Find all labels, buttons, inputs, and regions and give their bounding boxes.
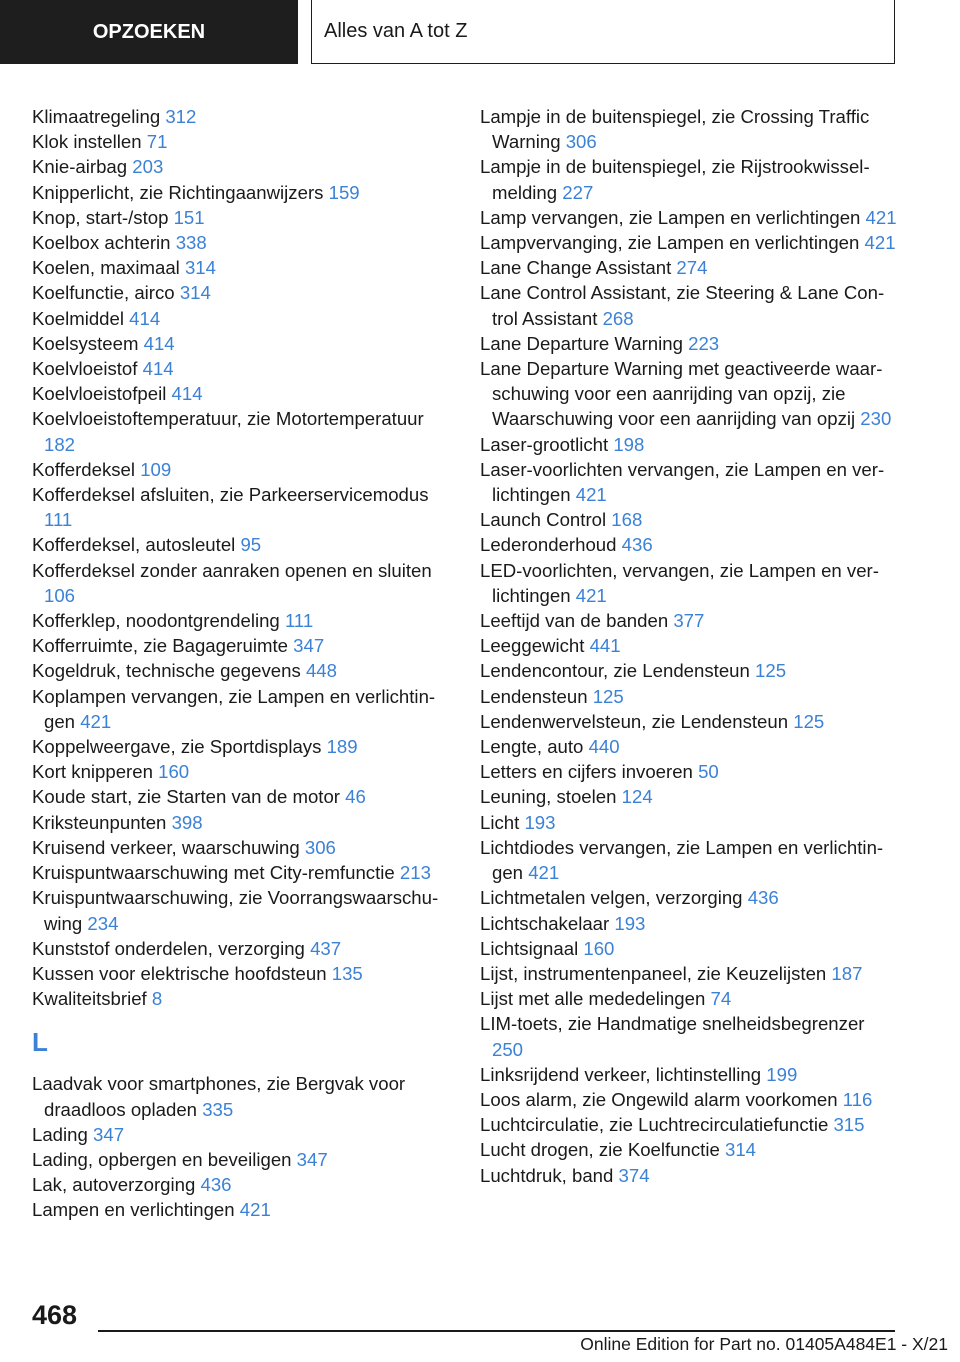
index-entry — [480, 961, 900, 986]
entry-term: Lading — [32, 1123, 88, 1145]
entry-term: Koppelweergave, zie Sportdisplays — [32, 736, 322, 758]
index-entry — [32, 129, 452, 154]
index-column-left — [32, 104, 452, 1223]
entry-term: Kort knipperen — [32, 761, 153, 783]
entry-term: Lederonderhoud — [480, 534, 617, 556]
entry-term: Knipperlicht, zie Richtingaanwijzers — [32, 181, 324, 203]
footer-divider — [98, 1330, 895, 1332]
page-link[interactable]: 199 — [766, 1063, 798, 1085]
entry-term: Letters en cijfers invoeren — [480, 761, 693, 783]
page-link[interactable]: 377 — [673, 610, 705, 632]
page-link[interactable]: 421 — [528, 862, 560, 884]
edition-note: Online Edition for Part no. 01405A484E1 - X/21 — [580, 1334, 948, 1354]
index-entry — [480, 936, 900, 961]
index-entry — [480, 1112, 900, 1137]
page-link[interactable]: 421 — [80, 710, 112, 732]
page-link[interactable]: 274 — [676, 257, 708, 279]
page-number: 468 — [32, 1300, 78, 1330]
page-link[interactable]: 347 — [293, 635, 325, 657]
page-link[interactable]: 193 — [524, 811, 556, 833]
entry-term: Kofferdeksel — [32, 458, 136, 480]
index-entry — [480, 331, 900, 356]
index-entry — [480, 1062, 900, 1087]
page-link[interactable]: 50 — [698, 761, 719, 783]
chapter-tab — [311, 0, 895, 64]
page-link[interactable]: 124 — [621, 786, 653, 808]
page-link[interactable]: 160 — [158, 761, 190, 783]
index-entry — [480, 1011, 900, 1061]
entry-term: LED-voorlichten, vervangen, zie Lampen en verlichtingen — [480, 559, 879, 606]
index-entry — [32, 558, 452, 608]
index-entry — [480, 457, 900, 507]
entry-term: Kofferdeksel afsluiten, zie Parkeerservicemodus — [32, 484, 429, 506]
page-link[interactable]: 125 — [592, 685, 624, 707]
index-entry — [32, 280, 452, 305]
index-entry — [32, 532, 452, 557]
entry-term: Launch Control — [480, 509, 607, 531]
index-entry — [32, 835, 452, 860]
page-link[interactable]: 347 — [93, 1123, 125, 1145]
chapter-title: Alles van A tot Z — [324, 20, 468, 42]
entry-term: Leeggewicht — [480, 635, 585, 657]
index-entry — [480, 734, 900, 759]
page-link[interactable]: 421 — [865, 206, 897, 228]
page-link[interactable]: 421 — [239, 1199, 271, 1221]
entry-term: Lichtmetalen velgen, verzorging — [480, 887, 743, 909]
entry-term: Kussen voor elektrische hoofdsteun — [32, 962, 327, 984]
entry-term: Lichtdiodes vervangen, zie Lampen en verlichtingen — [480, 836, 884, 884]
index-list-l-continued — [480, 104, 900, 1188]
entry-term: Lampje in de buitenspiegel, zie Crossing Traffic Warning — [480, 106, 870, 153]
entry-term: Luchtdruk, band — [480, 1164, 614, 1186]
entry-term: Koelen, maximaal — [32, 257, 180, 279]
index-entry — [32, 810, 452, 835]
entry-term: Lane Change Assistant — [480, 257, 672, 279]
entry-term: Lane Departure Warning — [480, 332, 683, 354]
entry-term: Kunststof onderdelen, verzorging — [32, 937, 305, 959]
index-entry — [32, 1147, 452, 1172]
section-tab — [0, 0, 298, 64]
entry-term: Koelsysteem — [32, 332, 139, 354]
entry-term: Lichtsignaal — [480, 937, 579, 959]
entry-term: Lendenwervelsteun, zie Lendensteun — [480, 710, 789, 732]
index-entry — [480, 205, 900, 230]
page-link[interactable]: 436 — [747, 887, 779, 909]
index-list-l — [32, 1071, 452, 1222]
entry-term: Koplampen vervangen, zie Lampen en verlichtingen — [32, 685, 436, 732]
index-entry — [32, 306, 452, 331]
entry-term: Kogeldruk, technische gegevens — [32, 660, 301, 682]
page-link[interactable]: 71 — [146, 131, 168, 153]
page-link[interactable]: 151 — [173, 206, 205, 228]
page-link[interactable]: 421 — [864, 232, 896, 254]
index-entry — [32, 482, 452, 532]
entry-term: Lendencontour, zie Lendensteun — [480, 660, 750, 682]
index-entry — [32, 230, 452, 255]
index-entry — [480, 356, 900, 432]
index-entry — [32, 684, 452, 734]
page-link[interactable]: 193 — [614, 912, 646, 934]
page-link[interactable]: 436 — [200, 1174, 232, 1196]
page-link[interactable]: 160 — [583, 937, 615, 959]
index-entry — [32, 331, 452, 356]
page-link[interactable]: 314 — [724, 1139, 757, 1161]
entry-term: Laser-voorlichten vervangen, zie Lampen en verlichtingen — [480, 458, 885, 506]
entry-term: Lichtschakelaar — [480, 912, 610, 934]
index-entry — [32, 255, 452, 280]
page-link[interactable]: 436 — [621, 534, 653, 556]
entry-term: Knie-airbag — [32, 156, 128, 178]
page-link[interactable]: 312 — [165, 106, 197, 127]
page-link[interactable]: 414 — [143, 332, 175, 354]
index-entry — [480, 759, 900, 784]
entry-term: Linksrijdend verkeer, lichtinstelling — [480, 1063, 762, 1085]
page-link[interactable]: 306 — [565, 131, 597, 153]
entry-term: Lucht drogen, zie Koelfunctie — [480, 1139, 720, 1161]
entry-term: Lane Control Assistant, zie Steering & Lane Control Assistant — [480, 282, 885, 329]
page-link[interactable]: 106 — [44, 584, 76, 606]
index-entry — [480, 255, 900, 280]
page-link[interactable]: 448 — [305, 660, 337, 682]
entry-term: Kwaliteitsbrief — [32, 988, 147, 1010]
entry-term: Lendensteun — [480, 685, 588, 707]
entry-term: Lane Departure Warning met geactiveerde waarschuwing voor een aanrijding van opzij, zie Waarschuwing voor een aanrijding van opzij — [480, 358, 883, 430]
entry-term: Leeftijd van de banden — [480, 610, 669, 632]
index-entry — [32, 356, 452, 381]
page-link[interactable]: 111 — [284, 610, 314, 632]
index-entry — [480, 230, 900, 255]
index-entry — [480, 911, 900, 936]
index-entry — [480, 154, 900, 204]
index-entry — [32, 658, 452, 683]
entry-term: Lampje in de buitenspiegel, zie Rijstrookwisselmelding — [480, 156, 870, 203]
index-entry — [32, 986, 452, 1011]
entry-term: Licht — [480, 811, 520, 833]
section-title: OPZOEKEN — [92, 20, 206, 43]
page-link[interactable]: 268 — [602, 307, 634, 329]
index-entry — [32, 1122, 452, 1147]
entry-term: Kruisend verkeer, waarschuwing — [32, 836, 300, 858]
entry-term: Kofferklep, noodontgrendeling — [32, 610, 280, 632]
entry-term: Koelmiddel — [32, 307, 124, 329]
index-entry — [480, 684, 900, 709]
page-link[interactable]: 335 — [202, 1098, 234, 1120]
index-entry — [480, 507, 900, 532]
page-link[interactable]: 437 — [310, 937, 342, 959]
index-entry — [32, 205, 452, 230]
index-entry — [32, 936, 452, 961]
index-column-right — [480, 104, 900, 1188]
page-link[interactable]: 338 — [175, 232, 207, 254]
index-entry — [480, 558, 900, 608]
index-entry — [480, 784, 900, 809]
page-link[interactable]: 187 — [831, 962, 863, 984]
page-link[interactable]: 198 — [613, 433, 645, 455]
page-link[interactable]: 182 — [44, 433, 76, 455]
entry-term: Lampen en verlichtingen — [32, 1199, 235, 1221]
entry-term: Kriksteunpunten — [32, 811, 167, 833]
entry-term: Lijst, instrumentenpaneel, zie Keuzelijsten — [480, 962, 827, 984]
entry-term: Lak, autoverzorging — [32, 1174, 196, 1196]
page-link[interactable]: 74 — [710, 988, 732, 1010]
page-link[interactable]: 250 — [492, 1038, 524, 1060]
index-entry — [32, 1071, 452, 1121]
page-link[interactable]: 421 — [575, 584, 607, 606]
entry-term: Leuning, stoelen — [480, 786, 617, 808]
index-entry — [32, 734, 452, 759]
index-entry — [32, 633, 452, 658]
page-link[interactable]: 314 — [179, 282, 211, 304]
page-link[interactable]: 95 — [240, 534, 262, 556]
page-link[interactable]: 441 — [589, 635, 621, 657]
page-link[interactable]: 314 — [184, 257, 216, 279]
page-link[interactable]: 135 — [331, 962, 363, 984]
index-entry — [32, 608, 452, 633]
index-entry — [480, 709, 900, 734]
page-link[interactable]: 116 — [842, 1088, 873, 1110]
index-entry — [32, 381, 452, 406]
entry-term: Kofferdeksel zonder aanraken openen en sluiten — [32, 559, 432, 581]
index-entry — [32, 885, 452, 935]
entry-term: Koelbox achterin — [32, 232, 171, 254]
page-link[interactable]: 315 — [833, 1114, 865, 1136]
index-entry — [32, 154, 452, 179]
entry-term: Kruispuntwaarschuwing, zie Voorrangswaarschuwing — [32, 887, 439, 934]
entry-term: Knop, start-/stop — [32, 206, 169, 228]
page-link[interactable]: 159 — [328, 181, 360, 203]
index-entry — [480, 658, 900, 683]
index-entry — [32, 759, 452, 784]
entry-term: Klok instellen — [32, 131, 142, 153]
page-link[interactable]: 223 — [688, 332, 720, 354]
index-entry — [32, 180, 452, 205]
page-link[interactable]: 414 — [129, 307, 161, 329]
index-entry — [480, 432, 900, 457]
page-link[interactable]: 125 — [793, 710, 825, 732]
page-link[interactable]: 46 — [345, 786, 366, 808]
entry-term: Lampvervanging, zie Lampen en verlichtingen — [480, 232, 860, 254]
page-link[interactable]: 414 — [171, 383, 203, 405]
index-entry — [32, 457, 452, 482]
index-entry — [480, 280, 900, 330]
index-entry — [480, 835, 900, 885]
entry-term: Koude start, zie Starten van de motor — [32, 786, 340, 808]
page-link[interactable]: 421 — [575, 484, 607, 506]
page-link[interactable]: 306 — [304, 836, 336, 858]
page-link[interactable]: 111 — [44, 509, 73, 531]
entry-term: Kruispuntwaarschuwing met City-remfunctie — [32, 862, 395, 884]
index-list-k — [32, 104, 452, 1011]
page-link[interactable]: 125 — [755, 660, 787, 682]
entry-term: Loos alarm, zie Ongewild alarm voorkomen — [480, 1088, 838, 1110]
entry-term: Lamp vervangen, zie Lampen en verlichtingen — [480, 206, 861, 228]
entry-term: Koelvloeistofpeil — [32, 383, 167, 405]
page-link[interactable]: 203 — [132, 156, 164, 178]
index-entry — [480, 1137, 900, 1162]
entry-term: Laadvak voor smartphones, zie Bergvak voor draadloos opladen — [32, 1073, 406, 1120]
entry-term: Lijst met alle mededelingen — [480, 988, 706, 1010]
index-entry — [32, 784, 452, 809]
page-link[interactable]: 347 — [296, 1148, 328, 1170]
entry-term: Kofferruimte, zie Bagageruimte — [32, 635, 288, 657]
entry-term: Koelvloeistoftemperatuur, zie Motortemperatuur — [32, 408, 424, 430]
index-entry — [32, 1172, 452, 1197]
index-entry — [32, 1197, 452, 1222]
index-entry — [480, 986, 900, 1011]
index-entry — [32, 104, 452, 129]
page-link[interactable]: 168 — [611, 509, 643, 531]
page-link[interactable]: 414 — [142, 358, 174, 380]
page-link[interactable]: 227 — [562, 181, 594, 203]
page-link[interactable]: 189 — [326, 736, 358, 758]
index-entry — [480, 532, 900, 557]
entry-term: Koelfunctie, airco — [32, 282, 175, 304]
section-letter: L — [32, 1027, 48, 1058]
page-link[interactable]: 230 — [860, 408, 892, 430]
entry-term: Klimaatregeling — [32, 106, 161, 127]
index-entry — [32, 860, 452, 885]
entry-term: LIM-toets, zie Handmatige snelheidsbegrenzer — [480, 1013, 865, 1035]
page-link[interactable]: 8 — [151, 988, 163, 1010]
index-entry — [32, 961, 452, 986]
page-link[interactable]: 374 — [618, 1164, 650, 1186]
index-entry — [480, 1163, 900, 1188]
entry-term: Luchtcirculatie, zie Luchtrecirculatiefunctie — [480, 1114, 829, 1136]
index-entry — [480, 633, 900, 658]
entry-term: Koelvloeistof — [32, 358, 138, 380]
index-entry — [480, 810, 900, 835]
index-entry — [480, 104, 900, 154]
index-entry — [480, 1087, 900, 1112]
page-link[interactable]: 398 — [171, 811, 203, 833]
page-link[interactable]: 213 — [399, 862, 431, 884]
page-link[interactable]: 109 — [140, 458, 172, 480]
page-link[interactable]: 234 — [87, 912, 119, 934]
page-link[interactable]: 440 — [588, 736, 620, 758]
index-entry — [480, 608, 900, 633]
entry-term: Kofferdeksel, autosleutel — [32, 534, 236, 556]
index-entry — [32, 406, 452, 456]
entry-term: Lengte, auto — [480, 736, 584, 758]
entry-term: Lading, opbergen en beveiligen — [32, 1148, 292, 1170]
entry-term: Laser-grootlicht — [480, 433, 609, 455]
index-entry — [480, 885, 900, 910]
